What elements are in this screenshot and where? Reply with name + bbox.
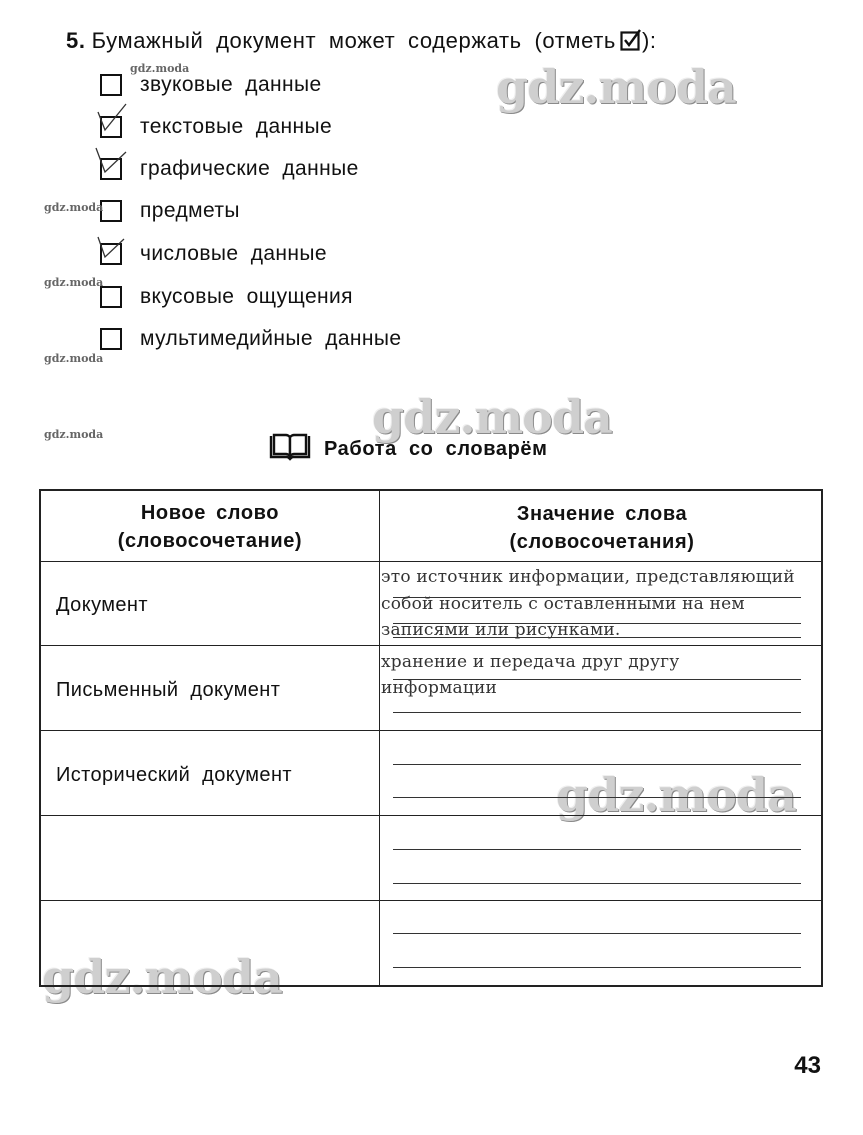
watermark-small: gdz.moda (130, 62, 190, 75)
option-objects[interactable] (100, 196, 240, 226)
checkbox-checked[interactable] (100, 158, 122, 180)
option-label: предметы (140, 199, 240, 222)
watermark: gdz.moda (556, 768, 796, 822)
option-graphic-data[interactable] (100, 154, 359, 184)
task-5-heading (66, 28, 657, 57)
watermark: gdz.moda (42, 950, 282, 1004)
header-text: (словосочетание) (117, 530, 303, 552)
option-label: текстовые данные (140, 115, 333, 138)
section-title: Работа со словарём (324, 438, 548, 460)
option-taste[interactable] (100, 282, 353, 312)
task-text: Бумажный документ может содержать (отметь (91, 28, 616, 53)
header-new-word (41, 499, 379, 555)
header-text: Новое слово (140, 502, 280, 524)
option-numeric-data[interactable] (100, 239, 327, 269)
checked-box-icon (620, 29, 642, 57)
section-heading (268, 432, 548, 467)
writing-line (393, 797, 801, 798)
watermark-small: gdz.moda (44, 428, 104, 441)
watermark-small: gdz.moda (44, 201, 104, 214)
pencil-check-icon (96, 148, 126, 172)
dictionary-table (39, 489, 823, 987)
checkbox[interactable] (100, 286, 122, 308)
option-label: мультимедийные данные (140, 327, 402, 350)
header-word-meaning (381, 500, 823, 556)
book-icon (268, 432, 312, 467)
watermark: gdz.moda (372, 390, 612, 444)
handwritten-answer: собой носитель с оставленными на нем (381, 594, 745, 614)
checkbox-checked[interactable] (100, 116, 122, 138)
handwritten-answer: информации (381, 678, 498, 698)
table-term: Исторический документ (56, 764, 292, 786)
checkbox[interactable] (100, 328, 122, 350)
table-term: Документ (56, 594, 148, 616)
task-text-end: ): (641, 28, 657, 53)
writing-line (393, 933, 801, 934)
header-text: Значение слова (516, 503, 688, 525)
column-divider (379, 491, 380, 985)
writing-line (393, 967, 801, 968)
option-label: звуковые данные (140, 73, 322, 96)
checkbox[interactable] (100, 200, 122, 222)
row-divider (41, 815, 821, 816)
page-number: 43 (794, 1052, 821, 1079)
pencil-check-icon (98, 237, 124, 257)
handwritten-answer: это источник информации, представляющий (381, 567, 795, 587)
handwritten-answer: хранение и передача друг другу (381, 652, 680, 672)
row-divider (41, 561, 821, 562)
pencil-check-icon (98, 104, 126, 130)
option-label: вкусовые ощущения (140, 285, 353, 308)
table-term: Письменный документ (56, 679, 281, 701)
option-multimedia-data[interactable] (100, 324, 402, 354)
header-text: (словосочетания) (509, 531, 695, 553)
option-label: числовые данные (140, 242, 328, 265)
writing-line (393, 883, 801, 884)
row-divider (41, 730, 821, 731)
task-number: 5. (66, 28, 86, 53)
checkbox[interactable] (100, 74, 122, 96)
watermark-small: gdz.moda (44, 276, 104, 289)
writing-line (393, 712, 801, 713)
watermark-small: gdz.moda (44, 352, 104, 365)
option-text-data[interactable] (100, 112, 332, 142)
handwritten-answer: записями или рисунками. (381, 620, 621, 640)
writing-line (393, 764, 801, 765)
writing-line (393, 849, 801, 850)
watermark: gdz.moda (496, 60, 736, 114)
row-divider (41, 900, 821, 901)
row-divider (41, 645, 821, 646)
checkbox-checked[interactable] (100, 243, 122, 265)
option-label: графические данные (140, 157, 359, 180)
